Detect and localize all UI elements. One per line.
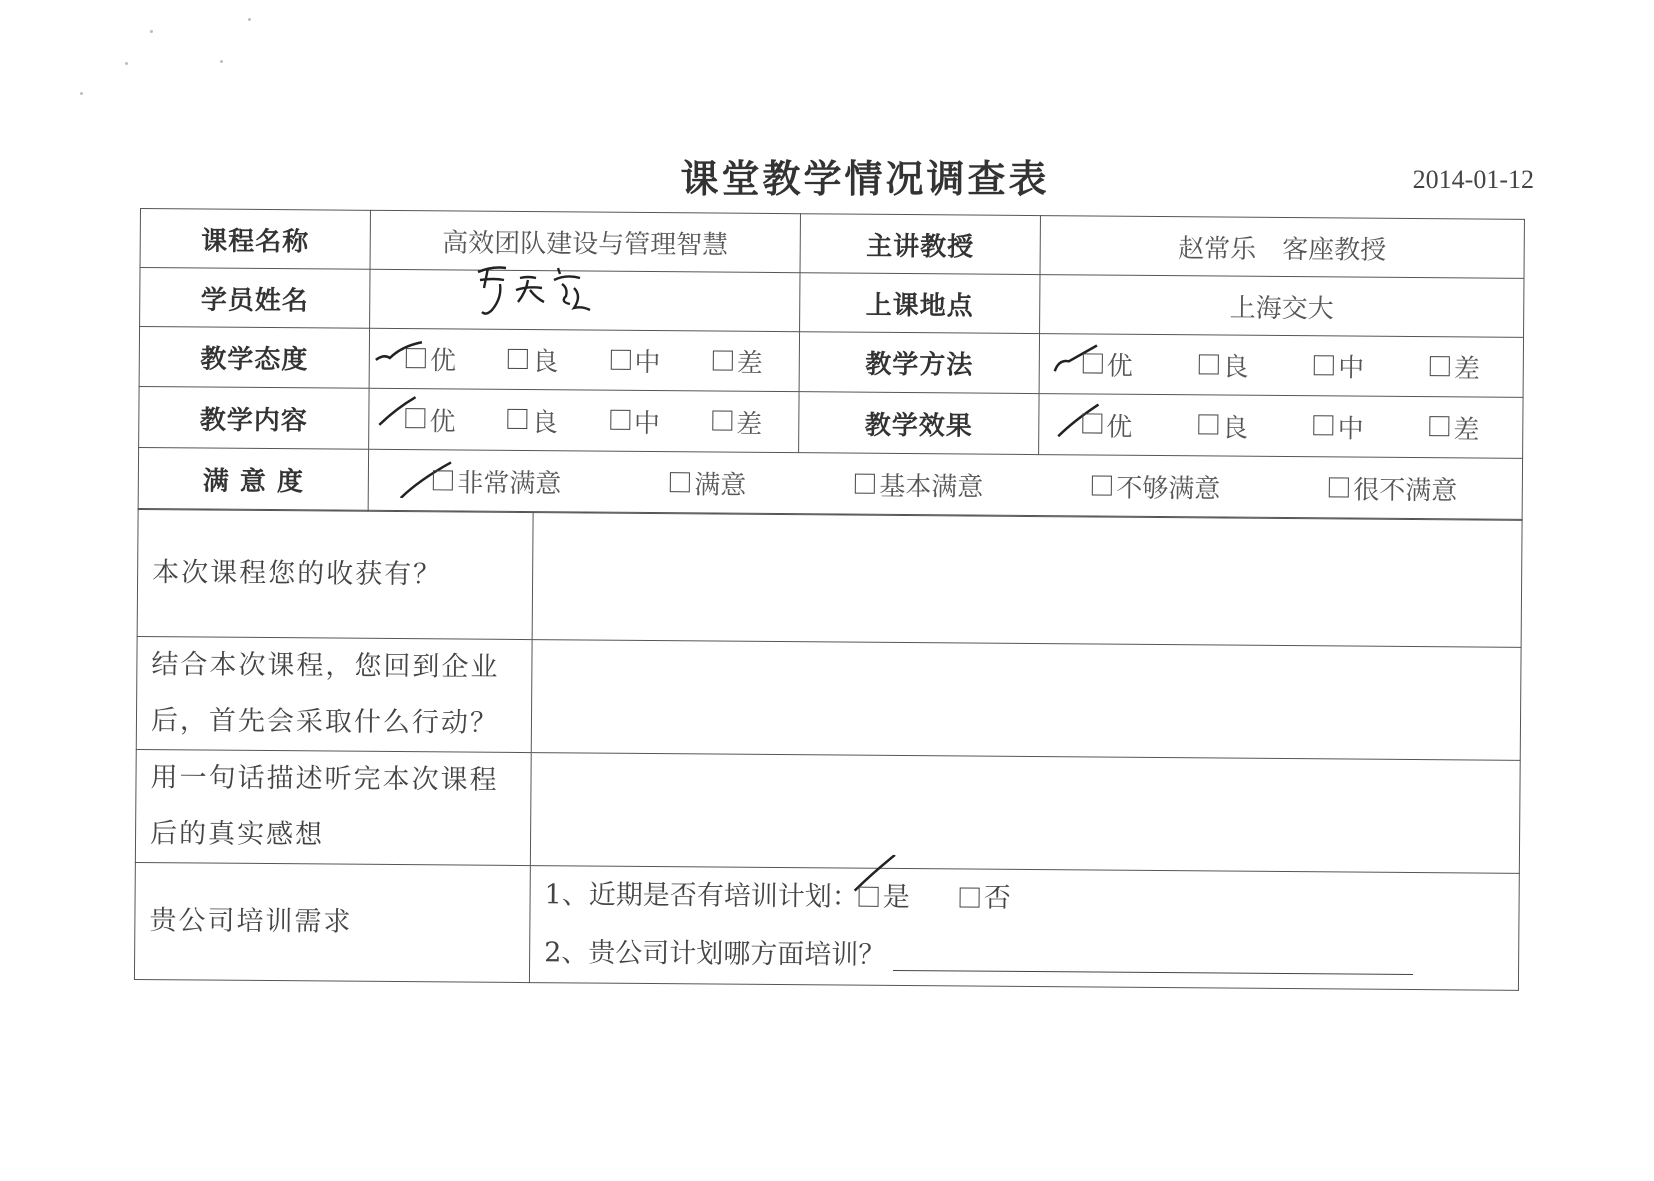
content-label: 教学内容: [139, 386, 369, 449]
satisfaction-option-satisfied[interactable]: 满意: [670, 464, 746, 502]
checkbox-icon: [1430, 356, 1450, 376]
checkbox-icon: [1083, 353, 1103, 373]
checkbox-icon: [610, 410, 630, 430]
effect-options: [1039, 406, 1522, 447]
checkbox-icon: [713, 350, 733, 370]
student-label: 学员姓名: [140, 268, 370, 329]
checkbox-icon: [610, 349, 630, 369]
attitude-label: 教学态度: [139, 327, 369, 389]
checkbox-icon: [1314, 355, 1334, 375]
content-options: [369, 400, 798, 440]
checkbox-icon: [1082, 413, 1102, 433]
row-student: [140, 268, 1524, 338]
answer-feeling-field[interactable]: [530, 753, 1520, 874]
checkbox-icon: [1314, 415, 1334, 435]
checkbox-icon: [1429, 416, 1449, 436]
demand-answers: [529, 866, 1519, 991]
checkbox-icon: [960, 888, 980, 908]
demand-q2: 2、贵公司计划哪方面培训？: [544, 925, 1504, 991]
question-action: 结合本次课程，您回到企业 后，首先会采取什么行动？: [136, 637, 532, 753]
content-option-fair[interactable]: 中: [610, 402, 660, 439]
checkbox-icon: [1198, 354, 1218, 374]
satisfaction-option-not-enough[interactable]: 不够满意: [1092, 467, 1220, 505]
row-attitude-method: [139, 327, 1523, 398]
lecturer-value[interactable]: 赵常乐 客座教授: [1040, 216, 1524, 279]
row-content-effect: [139, 386, 1523, 458]
method-option-fair[interactable]: 中: [1314, 347, 1364, 384]
method-option-poor[interactable]: 差: [1430, 348, 1480, 385]
handwritten-signature: [470, 258, 610, 328]
feedback-table: [134, 508, 1523, 991]
demand-option-yes[interactable]: 是: [859, 869, 910, 927]
checkbox-icon: [508, 409, 528, 429]
form-title: 课堂教学情况调查表: [680, 157, 1050, 201]
lecturer-label: 主讲教授: [800, 214, 1040, 275]
course-value[interactable]: 高效团队建设与管理智慧: [370, 210, 800, 272]
survey-form: [134, 208, 1524, 1027]
demand-option-no[interactable]: 否: [960, 870, 1011, 928]
row-course: [140, 209, 1524, 279]
demand-q1: 1、近期是否有培训计划： 是 否: [544, 867, 1504, 933]
effect-option-good[interactable]: 良: [1198, 407, 1248, 444]
attitude-option-excellent[interactable]: 优: [406, 340, 456, 377]
attitude-option-fair[interactable]: 中: [610, 342, 660, 379]
effect-option-excellent[interactable]: 优: [1082, 406, 1132, 443]
checkbox-icon: [1198, 414, 1218, 434]
checkbox-icon: [1092, 475, 1112, 495]
question-demand: 贵公司培训需求: [134, 863, 530, 983]
checkbox-icon: [508, 348, 528, 368]
satisfaction-option-basically-satisfied[interactable]: 基本满意: [855, 466, 983, 504]
effect-option-fair[interactable]: 中: [1314, 408, 1364, 445]
method-options: [1040, 345, 1523, 386]
content-option-good[interactable]: 良: [508, 401, 558, 438]
location-value[interactable]: 上海交大: [1040, 275, 1524, 338]
checkbox-icon: [859, 887, 879, 907]
checkbox-icon: [855, 473, 875, 493]
effect-option-poor[interactable]: 差: [1429, 409, 1479, 446]
checkbox-icon: [1329, 477, 1349, 497]
satisfaction-option-very-satisfied[interactable]: 非常满意: [433, 462, 561, 500]
attitude-option-poor[interactable]: 差: [713, 343, 763, 380]
question-feeling: 用一句话描述听完本次课程 后的真实感想: [135, 750, 531, 866]
effect-label: 教学效果: [799, 392, 1039, 455]
course-label: 课程名称: [140, 209, 370, 270]
checkbox-icon: [433, 470, 453, 490]
checkbox-icon: [405, 408, 425, 428]
attitude-option-good[interactable]: 良: [508, 341, 558, 378]
answer-action-field[interactable]: [531, 640, 1521, 761]
location-label: 上课地点: [800, 273, 1040, 334]
form-date: 2014-01-12: [1412, 165, 1534, 194]
method-label: 教学方法: [799, 332, 1039, 394]
demand-q2-blank-line[interactable]: [893, 942, 1413, 975]
checkbox-icon: [670, 472, 690, 492]
method-option-excellent[interactable]: 优: [1083, 345, 1133, 382]
row-feeling: [135, 750, 1520, 874]
row-gain: [137, 509, 1522, 648]
content-option-poor[interactable]: 差: [712, 403, 762, 440]
question-gain: 本次课程您的收获有？: [137, 509, 533, 640]
satisfaction-label: 满 意 度: [138, 447, 368, 511]
checkbox-icon: [712, 411, 732, 431]
checkbox-icon: [406, 348, 426, 368]
satisfaction-options: [369, 462, 1522, 508]
row-demand: [134, 863, 1519, 991]
info-table: [138, 208, 1525, 521]
content-option-excellent[interactable]: 优: [405, 401, 455, 438]
row-action: [136, 637, 1521, 761]
attitude-options: [370, 340, 799, 380]
satisfaction-option-very-dissatisfied[interactable]: 很不满意: [1329, 469, 1457, 507]
method-option-good[interactable]: 良: [1198, 346, 1248, 383]
answer-gain-field[interactable]: [532, 512, 1522, 648]
